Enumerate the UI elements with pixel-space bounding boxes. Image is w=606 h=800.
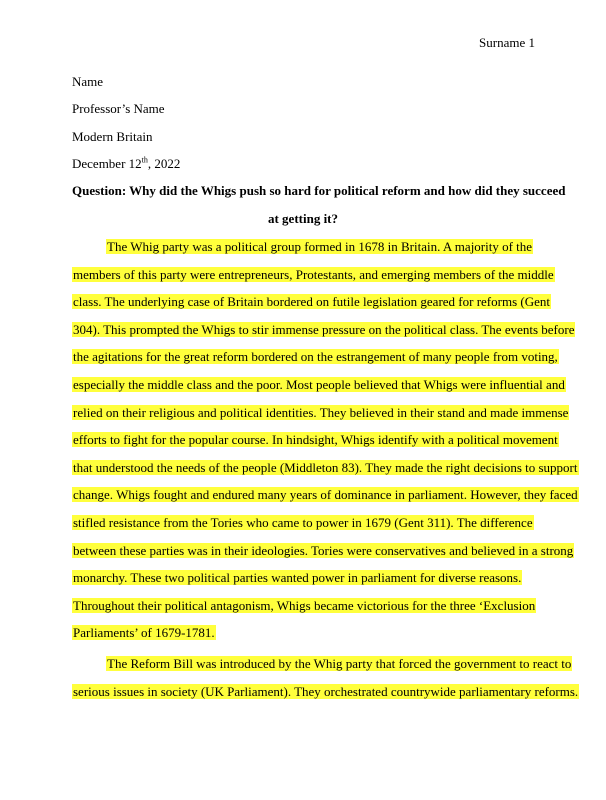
- highlighted-text: that understood the needs of the people (Middleton 83). They made the right decisions to support: [73, 459, 578, 475]
- paragraph1-line: [72, 624, 216, 641]
- highlighted-text: class. The underlying case of Britain bordered on futile legislation geared for reforms (Gent: [73, 294, 550, 310]
- paragraph1-line: [72, 293, 551, 310]
- professor-name: Professor’s Name: [72, 101, 165, 116]
- paragraph1-line: [72, 514, 534, 531]
- highlighted-text: The Whig party was a political group formed in 1678 in Britain. A majority of the: [107, 239, 533, 254]
- highlighted-text: the agitations for the great reform bordered on the estrangement of many people from voting,: [73, 349, 558, 365]
- question-title-line-2: at getting it?: [267, 211, 339, 226]
- date-prefix: December 12: [72, 156, 142, 171]
- course-name: Modern Britain: [72, 129, 153, 144]
- paragraph1-line: [72, 597, 536, 614]
- highlighted-text: monarchy. These two political parties wanted power in parliament for diverse reasons.: [73, 570, 522, 586]
- paragraph1-line: [72, 321, 575, 338]
- highlighted-text: 304). This prompted the Whigs to stir immense pressure on the political class. The events before: [73, 321, 575, 337]
- highlighted-text: stifled resistance from the Tories who came to power in 1679 (Gent 311). The difference: [73, 515, 533, 530]
- highlighted-text: change. Whigs fought and endured many years of dominance in parliament. However, they faced: [73, 487, 578, 503]
- paragraph1-line: [72, 348, 559, 365]
- highlighted-text: especially the middle class and the poor. Most people believed that Whigs were influential and: [73, 377, 565, 392]
- highlighted-text: serious issues in society (UK Parliament). They orchestrated countrywide parliamentary reforms.: [73, 683, 579, 699]
- student-name: Name: [72, 74, 104, 89]
- paragraph1-line: [72, 266, 555, 283]
- paragraph1-line: [72, 376, 566, 393]
- highlighted-text: Throughout their political antagonism, Whigs became victorious for the three ‘Exclusion: [73, 597, 536, 613]
- highlighted-text: Parliaments’ of 1679-1781.: [73, 625, 215, 641]
- highlighted-text: between these parties was in their ideologies. Tories were conservatives and believed in a strong: [73, 542, 574, 558]
- highlighted-text: efforts to fight for the popular course. In hindsight, Whigs identify with a political movement: [73, 432, 558, 448]
- paragraph2-line: [106, 655, 572, 672]
- paragraph2-line: [72, 683, 579, 700]
- paragraph1-line: [106, 238, 533, 255]
- paragraph1-line: [72, 459, 579, 476]
- date-year: , 2022: [147, 156, 181, 171]
- highlighted-text: The Reform Bill was introduced by the Whig party that forced the government to react to: [107, 656, 572, 671]
- paragraph1-line: [72, 542, 574, 559]
- highlighted-text: members of this party were entrepreneurs, Protestants, and emerging members of the middle: [73, 266, 554, 282]
- date: [72, 156, 180, 172]
- paragraph1-line: [72, 569, 522, 586]
- paragraph1-line: [72, 486, 579, 503]
- highlighted-text: relied on their religious and political identities. They believed in their stand and made immense: [73, 404, 569, 420]
- question-title-line-1: Question: Why did the Whigs push so hard for political reform and how did they succeed: [72, 183, 566, 198]
- date-suffix: th: [141, 155, 148, 165]
- paragraph1-line: [72, 404, 569, 421]
- running-head: Surname 1: [479, 35, 535, 50]
- paragraph1-line: [72, 431, 559, 448]
